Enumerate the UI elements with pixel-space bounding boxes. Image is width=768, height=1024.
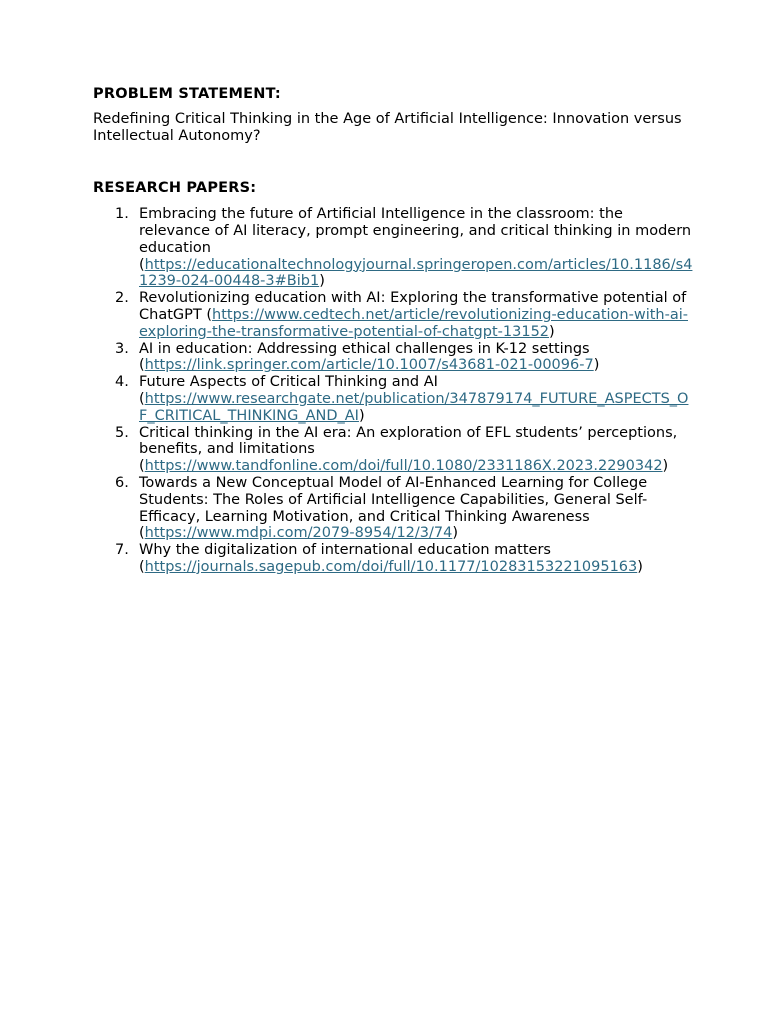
list-item-number: 6. (115, 474, 129, 491)
paper-link[interactable]: https://www.researchgate.net/publication/347879174_FUTURE_ASPECTS_OF_CRITICAL_THINKING_AND_AI (139, 390, 689, 424)
paper-link[interactable]: https://www.tandfonline.com/doi/full/10.1080/2331186X.2023.2290342 (144, 458, 663, 475)
problem-statement-heading: PROBLEM STATEMENT: (93, 86, 281, 102)
paper-link-close-paren: ) (358, 407, 365, 424)
paper-link-open-paren: ( (139, 256, 145, 273)
paper-link[interactable]: https://www.mdpi.com/2079-8954/12/3/74 (144, 525, 453, 542)
paper-title: Why the digitalization of international education matters (139, 542, 551, 559)
research-papers-list (93, 206, 693, 576)
paper-title: Towards a New Conceptual Model of AI-Enhanced Learning for College Students: The Roles of Artificial Intelligence Capabilities, General Self-Efficacy, Learning Motivation, and Critical Thinking Awareness (139, 474, 648, 525)
paper-link-close-paren: ) (549, 323, 555, 340)
paper-link-open-paren: ( (139, 558, 145, 575)
list-item-number: 5. (115, 424, 129, 441)
paper-link-open-paren: ( (201, 306, 213, 323)
paper-link-close-paren: ) (662, 458, 669, 475)
paper-link[interactable]: https://journals.sagepub.com/doi/full/10.1177/10283153221095163 (144, 558, 638, 575)
paper-link-close-paren: ) (593, 357, 600, 374)
list-item-number: 1. (115, 206, 129, 223)
paper-link[interactable]: https://link.springer.com/article/10.1007/s43681-021-00096-7 (144, 357, 594, 374)
paper-link[interactable]: https://www.cedtech.net/article/revolutionizing-education-with-ai-exploring-the-transformative-potential-of-chatgpt-13152 (139, 306, 688, 340)
paper-link-open-paren: ( (139, 525, 145, 542)
list-item (93, 341, 693, 375)
paper-link[interactable]: https://educationaltechnologyjournal.springeropen.com/articles/10.1186/s41239-024-00448-3#Bib1 (139, 256, 693, 290)
list-item (93, 290, 693, 340)
paper-link-close-paren: ) (637, 558, 643, 575)
paper-link-close-paren: ) (319, 273, 325, 290)
document-page (93, 86, 693, 576)
paper-title: Future Aspects of Critical Thinking and AI (139, 374, 438, 391)
paper-title: Critical thinking in the AI era: An exploration of EFL students’ perceptions, benefits, and limitations (139, 424, 678, 458)
paper-link-open-paren: ( (139, 357, 145, 374)
list-item (93, 374, 693, 424)
paper-link-close-paren: ) (452, 525, 459, 542)
paper-title: AI in education: Addressing ethical challenges in K-12 settings (139, 340, 590, 357)
list-item-number: 7. (115, 542, 129, 559)
research-papers-heading: RESEARCH PAPERS: (93, 180, 257, 197)
list-item (93, 475, 693, 542)
list-item-number: 2. (115, 290, 129, 307)
paper-link-open-paren: ( (139, 390, 145, 407)
list-item (93, 425, 693, 475)
list-item-number: 3. (115, 340, 129, 357)
paper-title: Revolutionizing education with AI: Exploring the transformative potential of ChatGPT (139, 290, 687, 323)
list-item (93, 542, 693, 576)
paper-link-open-paren: ( (139, 458, 145, 475)
problem-statement-text: Redefining Critical Thinking in the Age of Artificial Intelligence: Innovation versus Intellectual Autonomy? (93, 110, 682, 144)
list-item (93, 206, 693, 290)
paper-title: Embracing the future of Artificial Intelligence in the classroom: the relevance of AI literacy, prompt engineering, and critical thinking in modern education (139, 206, 692, 256)
list-item-number: 4. (115, 374, 129, 391)
